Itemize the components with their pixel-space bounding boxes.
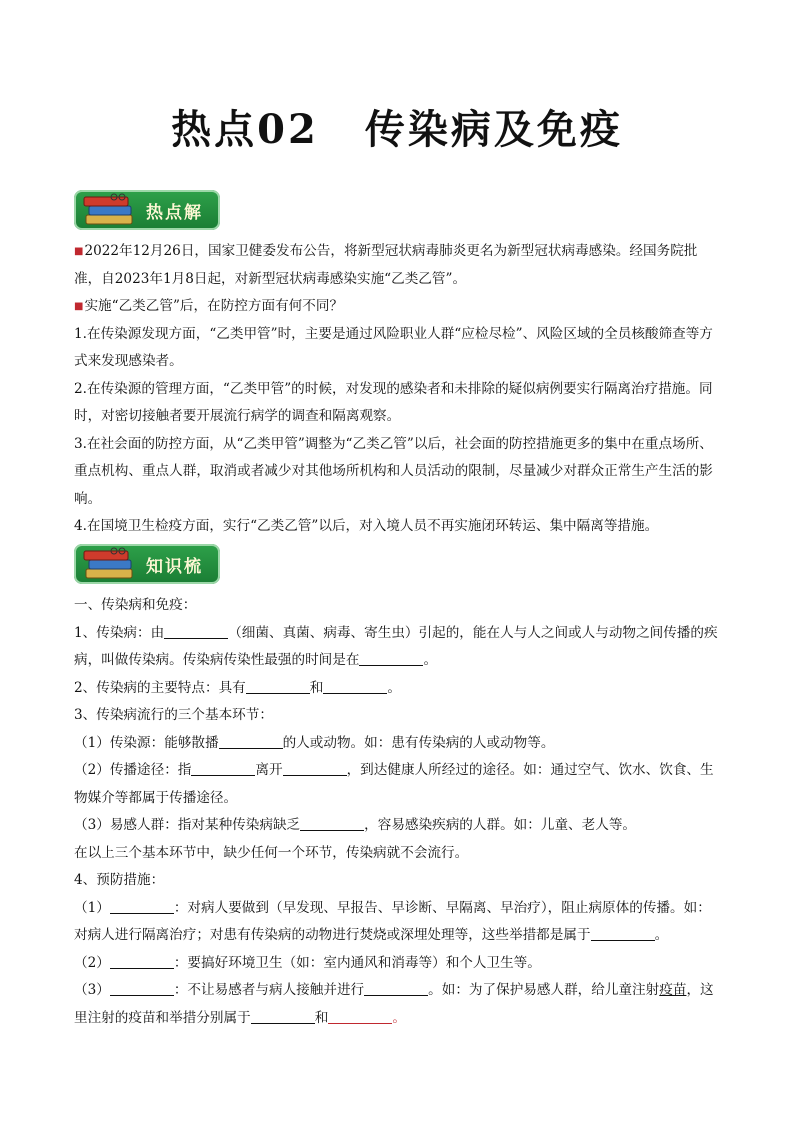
answer-blank[interactable] xyxy=(364,981,428,996)
answer-blank[interactable] xyxy=(283,761,347,776)
knowledge-badge xyxy=(74,544,220,584)
answer-blank[interactable] xyxy=(323,679,387,694)
item-4-2: （2） ：要搞好环境卫生（如：室内通风和消毒等）和个人卫生等。 xyxy=(74,954,541,971)
item-4-1: （1） ：对病人要做到（早发现、早报告、早诊断、早隔离、早治疗），阻止病原体的传播。如：对病人进行隔离治疗；对患有传染病的动物进行焚烧或深埋处理等，这些举措都是属于 。 xyxy=(74,899,711,943)
intro-paragraph-4: 2.在传染源的管理方面，“乙类甲管”的时候，对发现的感染者和未排除的疑似病例要实行隔离治疗措施。同时，对密切接触者要开展流行病学的调查和隔离观察。 xyxy=(74,380,713,424)
title-topic: 传染病及免疫 xyxy=(364,106,623,153)
item-3-3: （3）易感人群：指对某种传染病缺乏 ，容易感染疾病的人群。如：儿童、老人等。 xyxy=(74,817,637,833)
vaccine-underlined: 疫苗 xyxy=(659,982,687,998)
square-bullet-icon: ■ xyxy=(74,246,84,257)
item-2: 2、传染病的主要特点：具有 和 。 xyxy=(74,679,401,696)
badge-label: 知识梳 xyxy=(146,557,203,577)
knowledge-section xyxy=(74,592,724,1032)
title-number: 02 xyxy=(257,106,319,153)
intro-paragraph-3: 1.在传染源发现方面，“乙类甲管”时，主要是通过风险职业人群“应检尽检”、风险区域的全员核酸筛查等方式来发现感染者。 xyxy=(74,325,713,369)
answer-blank[interactable] xyxy=(110,954,174,969)
page-title xyxy=(0,98,794,155)
intro-paragraph-2: ■实施“乙类乙管”后，在防控方面有何不同？ xyxy=(74,298,344,314)
item-3-2: （2）传播途径：指 离开 ，到达健康人所经过的途径。如：通过空气、饮水、饮食、生物媒介等都属于传播途径。 xyxy=(74,762,714,806)
item-3-1: （1）传染源：能够散播 的人或动物。如：患有传染病的人或动物等。 xyxy=(74,734,555,751)
square-bullet-icon: ■ xyxy=(74,301,84,312)
hot-analysis-badge xyxy=(74,190,220,230)
section-heading: 一、传染病和免疫： xyxy=(74,597,197,613)
books-icon xyxy=(80,193,140,227)
answer-blank[interactable] xyxy=(328,1009,392,1024)
badge-label: 热点解 xyxy=(146,203,203,223)
intro-paragraph-6: 4.在国境卫生检疫方面，实行“乙类乙管”以后，对入境人员不再实施闭环转运、集中隔离等措施。 xyxy=(74,518,659,534)
answer-blank[interactable] xyxy=(246,679,310,694)
answer-blank[interactable] xyxy=(300,816,364,831)
answer-blank[interactable] xyxy=(164,624,228,639)
intro-paragraph-5: 3.在社会面的防控方面，从“乙类甲管”调整为“乙类乙管”以后，社会面的防控措施更多的集中在重点场所、重点机构、重点人群，取消或者减少对其他场所机构和人员活动的限制，尽量减少对群众正常生产生活的影响。 xyxy=(74,435,713,507)
item-3: 3、传染病流行的三个基本环节： xyxy=(74,707,273,723)
item-note: 在以上三个基本环节中，缺少任何一个环节，传染病就不会流行。 xyxy=(74,844,469,861)
intro-section xyxy=(74,238,724,541)
item-4: 4、预防措施： xyxy=(74,872,165,888)
answer-blank[interactable] xyxy=(110,981,174,996)
intro-paragraph-1: ■2022年12月26日，国家卫健委发布公告，将新型冠状病毒肺炎更名为新型冠状病毒感染。经国务院批准，自2023年1月8日起，对新型冠状病毒感染实施“乙类乙管”。 xyxy=(74,243,698,287)
item-4-3: （3） ：不让易感者与病人接触并进行 。如：为了保护易感人群，给儿童注射疫苗，这里注射的疫苗和举措分别属于 和 。 xyxy=(74,982,714,1026)
answer-blank[interactable] xyxy=(191,761,255,776)
books-icon xyxy=(80,547,140,581)
item-1: 1、传染病：由 （细菌、真菌、病毒、寄生虫）引起的，能在人与人之间或人与动物之间传播的疾病，叫做传染病。传染病传染性最强的时间是在 。 xyxy=(74,624,718,668)
answer-blank[interactable] xyxy=(359,651,423,666)
title-prefix: 热点 xyxy=(171,106,258,153)
answer-blank[interactable] xyxy=(251,1009,315,1024)
answer-blank[interactable] xyxy=(110,899,174,914)
answer-blank[interactable] xyxy=(591,926,655,941)
answer-blank[interactable] xyxy=(219,734,283,749)
